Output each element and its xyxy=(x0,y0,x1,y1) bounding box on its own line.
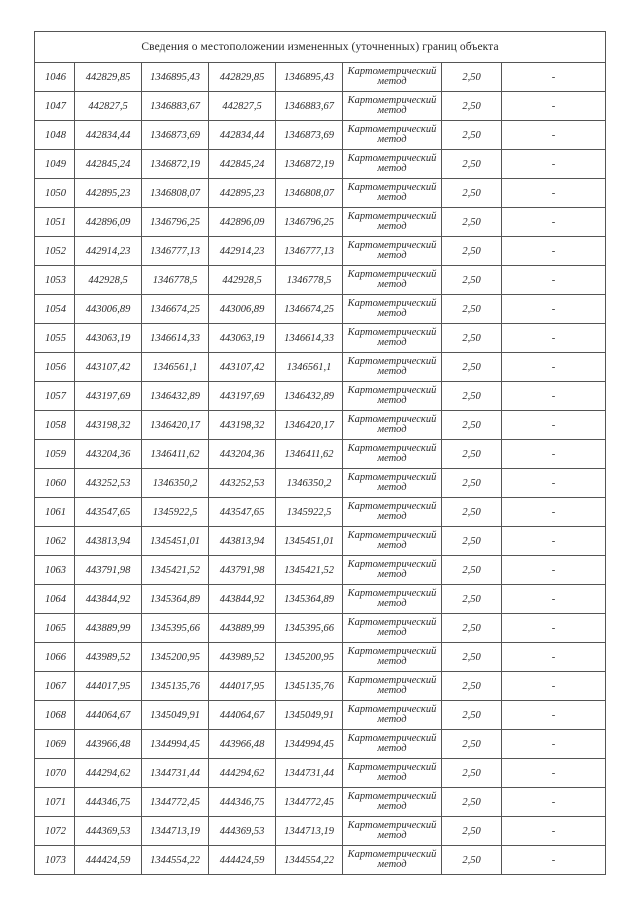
description-cell: - xyxy=(502,527,606,556)
method-cell: Картометрический метод xyxy=(343,730,442,759)
description-cell: - xyxy=(502,672,606,701)
point-number-cell: 1072 xyxy=(35,817,75,846)
description-cell: - xyxy=(502,121,606,150)
point-number-cell: 1070 xyxy=(35,759,75,788)
existing-x-cell: 442895,23 xyxy=(75,179,142,208)
new-y-cell: 1346674,25 xyxy=(276,295,343,324)
method-cell: Картометрический метод xyxy=(343,643,442,672)
existing-x-cell: 443252,53 xyxy=(75,469,142,498)
new-x-cell: 442834,44 xyxy=(209,121,276,150)
point-number-cell: 1054 xyxy=(35,295,75,324)
description-cell: - xyxy=(502,440,606,469)
new-x-cell: 443547,65 xyxy=(209,498,276,527)
existing-x-cell: 442834,44 xyxy=(75,121,142,150)
new-x-cell: 443989,52 xyxy=(209,643,276,672)
method-cell: Картометрический метод xyxy=(343,498,442,527)
existing-y-cell: 1344554,22 xyxy=(142,846,209,875)
accuracy-cell: 2,50 xyxy=(442,295,502,324)
point-number-cell: 1068 xyxy=(35,701,75,730)
description-cell: - xyxy=(502,208,606,237)
point-number-cell: 1060 xyxy=(35,469,75,498)
new-x-cell: 442827,5 xyxy=(209,92,276,121)
new-y-cell: 1346796,25 xyxy=(276,208,343,237)
accuracy-cell: 2,50 xyxy=(442,440,502,469)
existing-y-cell: 1345451,01 xyxy=(142,527,209,556)
new-y-cell: 1346895,43 xyxy=(276,63,343,92)
method-cell: Картометрический метод xyxy=(343,846,442,875)
accuracy-cell: 2,50 xyxy=(442,324,502,353)
table-title: Сведения о местоположении измененных (уточненных) границ объекта xyxy=(35,32,606,63)
accuracy-cell: 2,50 xyxy=(442,469,502,498)
point-number-cell: 1071 xyxy=(35,788,75,817)
boundary-coordinates-table xyxy=(34,31,606,875)
new-y-cell: 1345922,5 xyxy=(276,498,343,527)
new-x-cell: 442914,23 xyxy=(209,237,276,266)
point-number-cell: 1056 xyxy=(35,353,75,382)
existing-y-cell: 1346411,62 xyxy=(142,440,209,469)
accuracy-cell: 2,50 xyxy=(442,150,502,179)
new-x-cell: 443889,99 xyxy=(209,614,276,643)
existing-y-cell: 1346777,13 xyxy=(142,237,209,266)
accuracy-cell: 2,50 xyxy=(442,208,502,237)
table-row xyxy=(35,585,606,614)
accuracy-cell: 2,50 xyxy=(442,382,502,411)
new-x-cell: 443198,32 xyxy=(209,411,276,440)
table-row xyxy=(35,788,606,817)
table-row xyxy=(35,440,606,469)
existing-y-cell: 1345364,89 xyxy=(142,585,209,614)
existing-y-cell: 1344713,19 xyxy=(142,817,209,846)
table-row xyxy=(35,701,606,730)
table-row xyxy=(35,353,606,382)
existing-y-cell: 1346872,19 xyxy=(142,150,209,179)
existing-x-cell: 444017,95 xyxy=(75,672,142,701)
description-cell: - xyxy=(502,730,606,759)
accuracy-cell: 2,50 xyxy=(442,846,502,875)
accuracy-cell: 2,50 xyxy=(442,237,502,266)
accuracy-cell: 2,50 xyxy=(442,701,502,730)
table-row xyxy=(35,759,606,788)
new-x-cell: 443204,36 xyxy=(209,440,276,469)
new-y-cell: 1344554,22 xyxy=(276,846,343,875)
method-cell: Картометрический метод xyxy=(343,266,442,295)
new-x-cell: 443006,89 xyxy=(209,295,276,324)
new-x-cell: 442845,24 xyxy=(209,150,276,179)
existing-x-cell: 443204,36 xyxy=(75,440,142,469)
method-cell: Картометрический метод xyxy=(343,121,442,150)
new-x-cell: 443063,19 xyxy=(209,324,276,353)
existing-y-cell: 1346873,69 xyxy=(142,121,209,150)
method-cell: Картометрический метод xyxy=(343,440,442,469)
existing-x-cell: 443107,42 xyxy=(75,353,142,382)
new-x-cell: 444017,95 xyxy=(209,672,276,701)
point-number-cell: 1052 xyxy=(35,237,75,266)
existing-y-cell: 1345395,66 xyxy=(142,614,209,643)
method-cell: Картометрический метод xyxy=(343,527,442,556)
new-y-cell: 1345049,91 xyxy=(276,701,343,730)
point-number-cell: 1046 xyxy=(35,63,75,92)
description-cell: - xyxy=(502,266,606,295)
table-row xyxy=(35,556,606,585)
accuracy-cell: 2,50 xyxy=(442,585,502,614)
existing-x-cell: 443547,65 xyxy=(75,498,142,527)
table-row xyxy=(35,63,606,92)
description-cell: - xyxy=(502,353,606,382)
point-number-cell: 1059 xyxy=(35,440,75,469)
method-cell: Картометрический метод xyxy=(343,585,442,614)
table-row xyxy=(35,643,606,672)
accuracy-cell: 2,50 xyxy=(442,817,502,846)
point-number-cell: 1055 xyxy=(35,324,75,353)
accuracy-cell: 2,50 xyxy=(442,730,502,759)
new-y-cell: 1346808,07 xyxy=(276,179,343,208)
accuracy-cell: 2,50 xyxy=(442,556,502,585)
existing-x-cell: 444369,53 xyxy=(75,817,142,846)
method-cell: Картометрический метод xyxy=(343,179,442,208)
existing-x-cell: 443197,69 xyxy=(75,382,142,411)
existing-x-cell: 444064,67 xyxy=(75,701,142,730)
existing-x-cell: 442914,23 xyxy=(75,237,142,266)
new-y-cell: 1345135,76 xyxy=(276,672,343,701)
table-row xyxy=(35,324,606,353)
table-row xyxy=(35,179,606,208)
existing-x-cell: 443198,32 xyxy=(75,411,142,440)
description-cell: - xyxy=(502,817,606,846)
accuracy-cell: 2,50 xyxy=(442,527,502,556)
accuracy-cell: 2,50 xyxy=(442,92,502,121)
accuracy-cell: 2,50 xyxy=(442,788,502,817)
accuracy-cell: 2,50 xyxy=(442,411,502,440)
accuracy-cell: 2,50 xyxy=(442,353,502,382)
table-row xyxy=(35,411,606,440)
table-row xyxy=(35,266,606,295)
accuracy-cell: 2,50 xyxy=(442,266,502,295)
existing-y-cell: 1345922,5 xyxy=(142,498,209,527)
existing-x-cell: 443063,19 xyxy=(75,324,142,353)
new-y-cell: 1344772,45 xyxy=(276,788,343,817)
existing-x-cell: 442829,85 xyxy=(75,63,142,92)
description-cell: - xyxy=(502,498,606,527)
new-x-cell: 442895,23 xyxy=(209,179,276,208)
existing-x-cell: 444294,62 xyxy=(75,759,142,788)
method-cell: Картометрический метод xyxy=(343,411,442,440)
existing-y-cell: 1346561,1 xyxy=(142,353,209,382)
new-y-cell: 1346350,2 xyxy=(276,469,343,498)
new-x-cell: 443252,53 xyxy=(209,469,276,498)
existing-x-cell: 443989,52 xyxy=(75,643,142,672)
existing-y-cell: 1344731,44 xyxy=(142,759,209,788)
table-row xyxy=(35,498,606,527)
description-cell: - xyxy=(502,63,606,92)
new-y-cell: 1345364,89 xyxy=(276,585,343,614)
point-number-cell: 1049 xyxy=(35,150,75,179)
description-cell: - xyxy=(502,237,606,266)
description-cell: - xyxy=(502,614,606,643)
accuracy-cell: 2,50 xyxy=(442,759,502,788)
existing-y-cell: 1346614,33 xyxy=(142,324,209,353)
existing-y-cell: 1346883,67 xyxy=(142,92,209,121)
existing-y-cell: 1345421,52 xyxy=(142,556,209,585)
point-number-cell: 1061 xyxy=(35,498,75,527)
new-x-cell: 443791,98 xyxy=(209,556,276,585)
existing-x-cell: 443006,89 xyxy=(75,295,142,324)
new-x-cell: 442928,5 xyxy=(209,266,276,295)
point-number-cell: 1073 xyxy=(35,846,75,875)
point-number-cell: 1057 xyxy=(35,382,75,411)
existing-x-cell: 443844,92 xyxy=(75,585,142,614)
point-number-cell: 1067 xyxy=(35,672,75,701)
method-cell: Картометрический метод xyxy=(343,614,442,643)
accuracy-cell: 2,50 xyxy=(442,121,502,150)
existing-y-cell: 1344994,45 xyxy=(142,730,209,759)
new-x-cell: 444064,67 xyxy=(209,701,276,730)
new-x-cell: 443197,69 xyxy=(209,382,276,411)
new-y-cell: 1346411,62 xyxy=(276,440,343,469)
method-cell: Картометрический метод xyxy=(343,701,442,730)
table-row xyxy=(35,817,606,846)
method-cell: Картометрический метод xyxy=(343,382,442,411)
accuracy-cell: 2,50 xyxy=(442,614,502,643)
new-y-cell: 1345200,95 xyxy=(276,643,343,672)
new-y-cell: 1346561,1 xyxy=(276,353,343,382)
accuracy-cell: 2,50 xyxy=(442,498,502,527)
new-x-cell: 443966,48 xyxy=(209,730,276,759)
point-number-cell: 1062 xyxy=(35,527,75,556)
new-y-cell: 1344713,19 xyxy=(276,817,343,846)
existing-y-cell: 1346895,43 xyxy=(142,63,209,92)
existing-y-cell: 1346432,89 xyxy=(142,382,209,411)
new-y-cell: 1346777,13 xyxy=(276,237,343,266)
existing-y-cell: 1346350,2 xyxy=(142,469,209,498)
new-x-cell: 444369,53 xyxy=(209,817,276,846)
point-number-cell: 1047 xyxy=(35,92,75,121)
existing-x-cell: 442896,09 xyxy=(75,208,142,237)
new-x-cell: 442896,09 xyxy=(209,208,276,237)
existing-x-cell: 442928,5 xyxy=(75,266,142,295)
point-number-cell: 1053 xyxy=(35,266,75,295)
point-number-cell: 1063 xyxy=(35,556,75,585)
existing-y-cell: 1345135,76 xyxy=(142,672,209,701)
method-cell: Картометрический метод xyxy=(343,817,442,846)
new-y-cell: 1345421,52 xyxy=(276,556,343,585)
existing-y-cell: 1346674,25 xyxy=(142,295,209,324)
table-row xyxy=(35,614,606,643)
method-cell: Картометрический метод xyxy=(343,556,442,585)
description-cell: - xyxy=(502,150,606,179)
method-cell: Картометрический метод xyxy=(343,759,442,788)
table-row xyxy=(35,92,606,121)
method-cell: Картометрический метод xyxy=(343,788,442,817)
existing-x-cell: 443791,98 xyxy=(75,556,142,585)
description-cell: - xyxy=(502,469,606,498)
table-row xyxy=(35,382,606,411)
existing-y-cell: 1345200,95 xyxy=(142,643,209,672)
method-cell: Картометрический метод xyxy=(343,469,442,498)
existing-x-cell: 444346,75 xyxy=(75,788,142,817)
point-number-cell: 1066 xyxy=(35,643,75,672)
new-y-cell: 1346420,17 xyxy=(276,411,343,440)
new-y-cell: 1344994,45 xyxy=(276,730,343,759)
table-row xyxy=(35,527,606,556)
new-x-cell: 443844,92 xyxy=(209,585,276,614)
method-cell: Картометрический метод xyxy=(343,92,442,121)
table-row xyxy=(35,469,606,498)
description-cell: - xyxy=(502,556,606,585)
point-number-cell: 1064 xyxy=(35,585,75,614)
table-row xyxy=(35,208,606,237)
method-cell: Картометрический метод xyxy=(343,237,442,266)
existing-y-cell: 1346808,07 xyxy=(142,179,209,208)
table-header-row xyxy=(35,32,606,63)
description-cell: - xyxy=(502,411,606,440)
existing-y-cell: 1345049,91 xyxy=(142,701,209,730)
new-y-cell: 1344731,44 xyxy=(276,759,343,788)
point-number-cell: 1050 xyxy=(35,179,75,208)
description-cell: - xyxy=(502,382,606,411)
new-x-cell: 443107,42 xyxy=(209,353,276,382)
new-y-cell: 1345451,01 xyxy=(276,527,343,556)
description-cell: - xyxy=(502,643,606,672)
existing-x-cell: 442845,24 xyxy=(75,150,142,179)
existing-x-cell: 444424,59 xyxy=(75,846,142,875)
accuracy-cell: 2,50 xyxy=(442,63,502,92)
method-cell: Картометрический метод xyxy=(343,295,442,324)
table-row xyxy=(35,237,606,266)
table-row xyxy=(35,295,606,324)
new-x-cell: 444346,75 xyxy=(209,788,276,817)
accuracy-cell: 2,50 xyxy=(442,179,502,208)
new-x-cell: 442829,85 xyxy=(209,63,276,92)
new-x-cell: 444424,59 xyxy=(209,846,276,875)
description-cell: - xyxy=(502,788,606,817)
new-y-cell: 1345395,66 xyxy=(276,614,343,643)
method-cell: Картометрический метод xyxy=(343,353,442,382)
point-number-cell: 1058 xyxy=(35,411,75,440)
existing-x-cell: 443813,94 xyxy=(75,527,142,556)
new-y-cell: 1346614,33 xyxy=(276,324,343,353)
method-cell: Картометрический метод xyxy=(343,324,442,353)
point-number-cell: 1051 xyxy=(35,208,75,237)
accuracy-cell: 2,50 xyxy=(442,672,502,701)
existing-y-cell: 1346420,17 xyxy=(142,411,209,440)
table-row xyxy=(35,730,606,759)
description-cell: - xyxy=(502,324,606,353)
table-row xyxy=(35,150,606,179)
description-cell: - xyxy=(502,846,606,875)
method-cell: Картометрический метод xyxy=(343,150,442,179)
description-cell: - xyxy=(502,92,606,121)
description-cell: - xyxy=(502,759,606,788)
existing-x-cell: 443966,48 xyxy=(75,730,142,759)
existing-x-cell: 442827,5 xyxy=(75,92,142,121)
table-row xyxy=(35,846,606,875)
point-number-cell: 1048 xyxy=(35,121,75,150)
table-row xyxy=(35,121,606,150)
point-number-cell: 1069 xyxy=(35,730,75,759)
description-cell: - xyxy=(502,179,606,208)
new-y-cell: 1346872,19 xyxy=(276,150,343,179)
new-y-cell: 1346873,69 xyxy=(276,121,343,150)
new-x-cell: 443813,94 xyxy=(209,527,276,556)
method-cell: Картометрический метод xyxy=(343,208,442,237)
description-cell: - xyxy=(502,295,606,324)
new-y-cell: 1346883,67 xyxy=(276,92,343,121)
method-cell: Картометрический метод xyxy=(343,672,442,701)
existing-x-cell: 443889,99 xyxy=(75,614,142,643)
method-cell: Картометрический метод xyxy=(343,63,442,92)
description-cell: - xyxy=(502,701,606,730)
new-x-cell: 444294,62 xyxy=(209,759,276,788)
table-row xyxy=(35,672,606,701)
existing-y-cell: 1344772,45 xyxy=(142,788,209,817)
point-number-cell: 1065 xyxy=(35,614,75,643)
existing-y-cell: 1346796,25 xyxy=(142,208,209,237)
new-y-cell: 1346432,89 xyxy=(276,382,343,411)
existing-y-cell: 1346778,5 xyxy=(142,266,209,295)
new-y-cell: 1346778,5 xyxy=(276,266,343,295)
description-cell: - xyxy=(502,585,606,614)
accuracy-cell: 2,50 xyxy=(442,643,502,672)
